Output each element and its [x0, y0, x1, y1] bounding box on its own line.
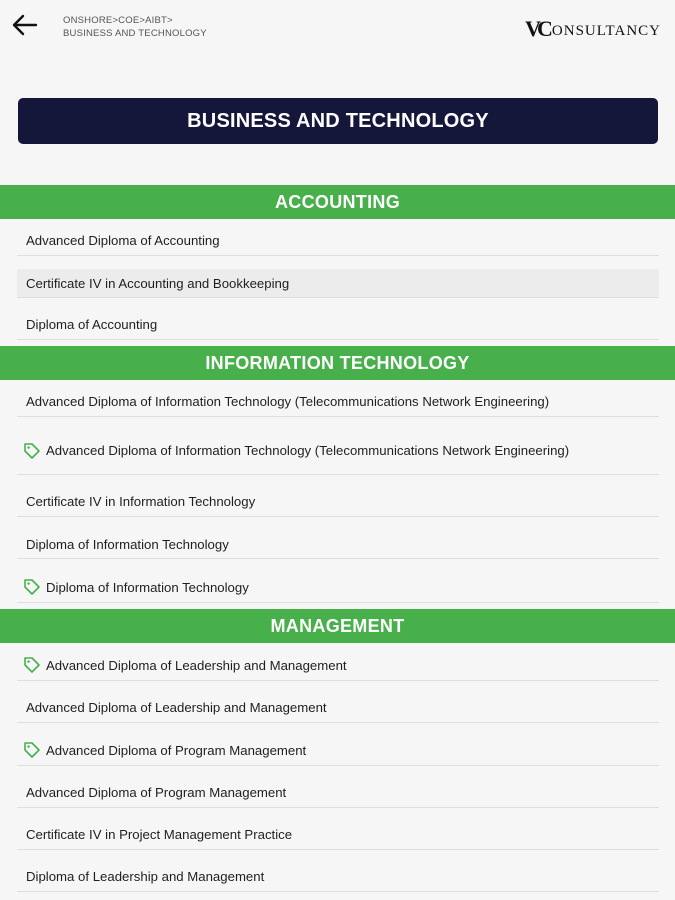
course-label: Diploma of Leadership and Management — [26, 869, 265, 884]
tag-icon — [22, 441, 42, 461]
course-row[interactable] — [17, 225, 659, 256]
breadcrumb — [63, 14, 207, 40]
course-label: Advanced Diploma of Information Technology (Telecommunications Network Engineering) — [26, 393, 550, 409]
course-label: Advanced Diploma of Program Management — [26, 785, 287, 800]
tag-icon — [22, 655, 42, 675]
course-label: Advanced Diploma of Accounting — [26, 232, 220, 248]
tag-icon — [22, 740, 42, 760]
logo-mark: VC — [525, 16, 549, 41]
course-row[interactable] — [17, 778, 659, 808]
course-label: Certificate IV in Project Management Practice — [26, 827, 293, 842]
tag-icon — [22, 577, 42, 597]
top-bar — [0, 0, 675, 60]
arrow-left-icon — [12, 14, 38, 36]
course-label: Certificate IV in Accounting and Bookkeeping — [26, 275, 290, 291]
section-title: MANAGEMENT — [270, 615, 405, 636]
course-row[interactable] — [17, 650, 659, 681]
section-header-management — [0, 609, 675, 643]
course-label: Diploma of Information Technology — [26, 536, 229, 552]
course-row[interactable] — [17, 386, 659, 417]
course-row[interactable] — [17, 693, 659, 723]
course-row[interactable] — [17, 487, 659, 517]
page-title: BUSINESS AND TECHNOLOGY — [187, 109, 489, 132]
consultancy-logo — [525, 14, 661, 40]
breadcrumb-current: BUSINESS AND TECHNOLOGY — [63, 28, 207, 39]
course-row[interactable] — [17, 820, 659, 850]
breadcrumb-path[interactable]: ONSHORE>COE>AIBT> — [63, 15, 173, 26]
section-header-information-technology — [0, 346, 675, 380]
section-title: ACCOUNTING — [275, 191, 400, 212]
course-row[interactable] — [17, 310, 659, 340]
course-row[interactable] — [17, 269, 659, 298]
course-label: Certificate IV in Information Technology — [26, 494, 256, 509]
course-row[interactable] — [17, 427, 659, 475]
course-row[interactable] — [17, 862, 659, 892]
section-title: INFORMATION TECHNOLOGY — [205, 352, 470, 373]
page-title-banner — [18, 98, 658, 144]
course-label: Advanced Diploma of Leadership and Management — [26, 700, 327, 715]
course-row[interactable] — [17, 530, 659, 559]
course-row[interactable] — [17, 572, 659, 603]
course-row[interactable] — [17, 735, 659, 766]
course-label: Diploma of Accounting — [26, 317, 158, 332]
logo-text: ONSULTANCY — [551, 23, 661, 39]
section-header-accounting — [0, 185, 675, 219]
course-label: Advanced Diploma of Information Technology (Telecommunications Network Engineering) — [46, 443, 570, 458]
back-button[interactable] — [10, 10, 40, 40]
course-label: Advanced Diploma of Program Management — [46, 742, 307, 758]
course-label: Advanced Diploma of Leadership and Management — [46, 657, 347, 673]
course-label: Diploma of Information Technology — [46, 579, 249, 595]
